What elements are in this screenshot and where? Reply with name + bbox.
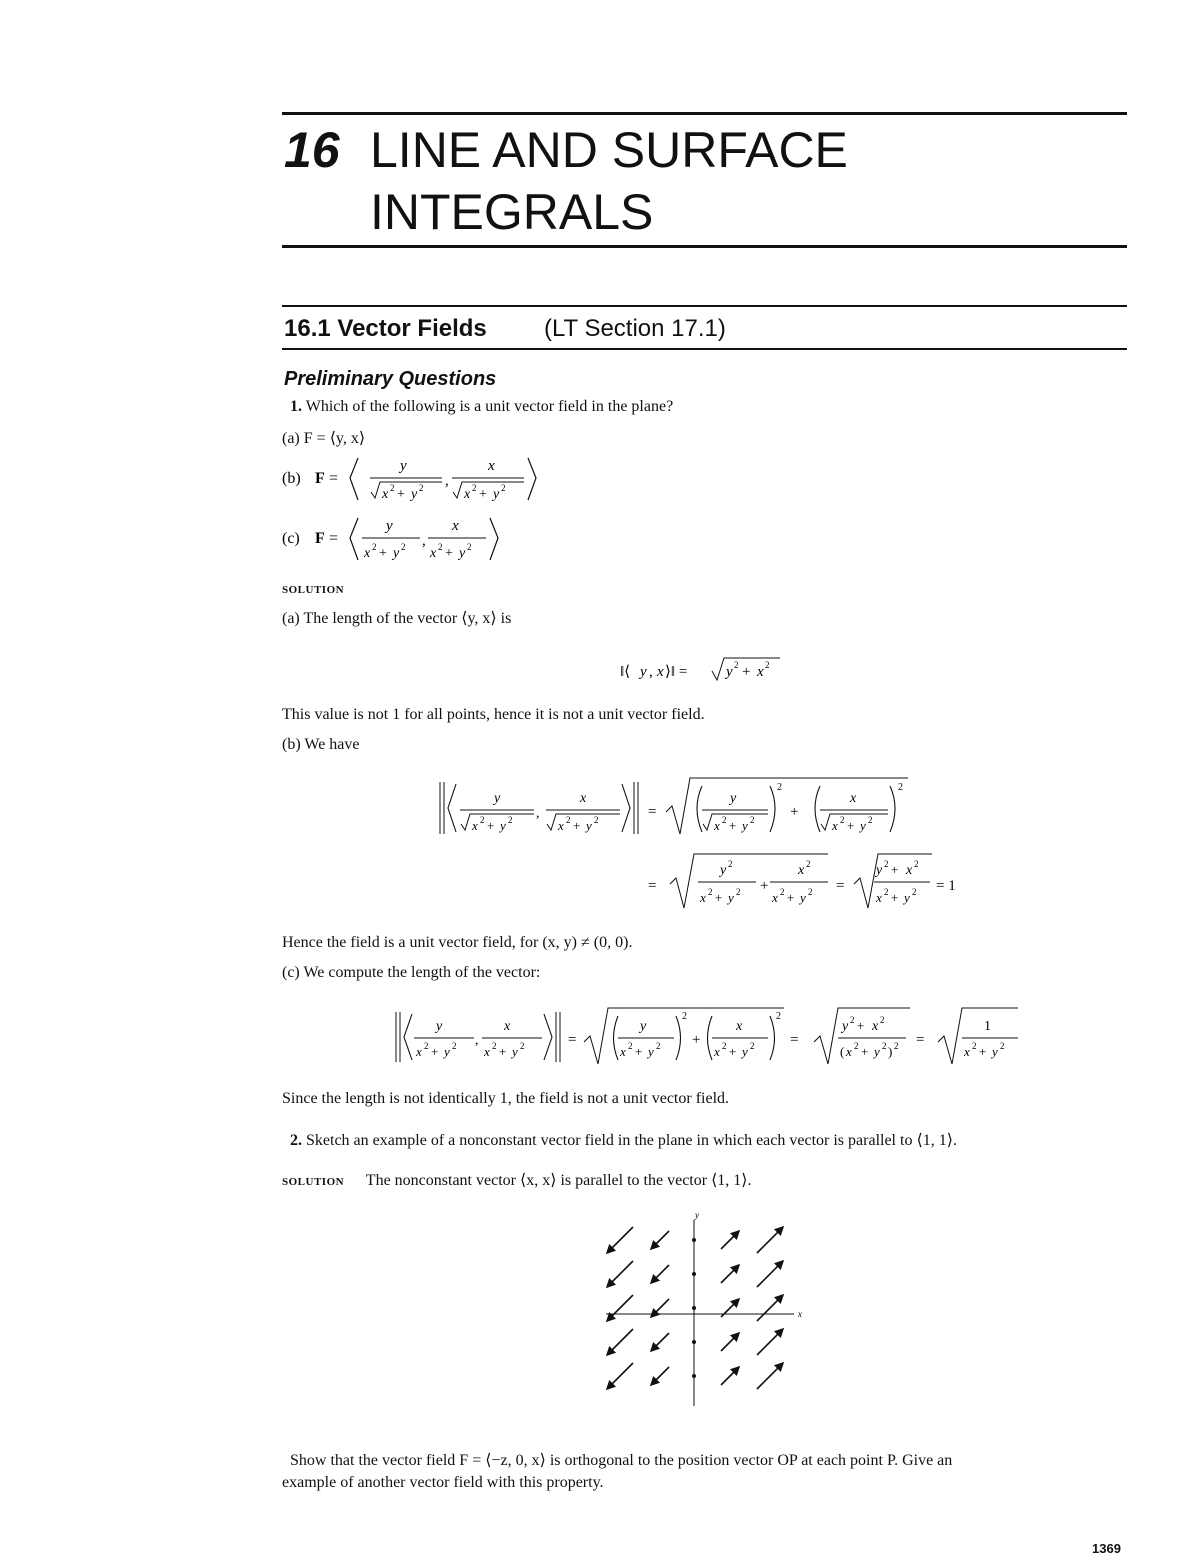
svg-text:y: y [800, 890, 806, 905]
svg-text:+: + [379, 546, 387, 561]
svg-text:2: 2 [424, 1041, 429, 1051]
section-bottom-rule [282, 348, 1127, 350]
svg-text:2: 2 [736, 887, 741, 897]
svg-text:2: 2 [750, 815, 755, 825]
svg-text:2: 2 [419, 483, 424, 493]
svg-text:=: = [329, 470, 339, 487]
svg-text:2: 2 [912, 887, 917, 897]
vector-field-zero-point [692, 1374, 696, 1378]
svg-text:2: 2 [628, 1041, 633, 1051]
svg-text:+: + [787, 890, 795, 905]
svg-text:+: + [487, 818, 495, 833]
svg-text:+: + [790, 804, 799, 820]
svg-text:y: y [874, 1044, 880, 1059]
svg-text:y: y [400, 458, 407, 474]
svg-text:+: + [715, 890, 723, 905]
svg-text:=: = [790, 1032, 799, 1048]
q1-part-c-line [282, 964, 540, 982]
q2-solution-line [282, 1170, 752, 1190]
q2-line [290, 1130, 957, 1150]
svg-text:2: 2 [472, 483, 477, 493]
section-reference: (LT Section 17.1) [544, 315, 726, 342]
svg-text:+: + [891, 890, 899, 905]
svg-text:,: , [649, 664, 653, 680]
svg-text:y: y [444, 1044, 450, 1059]
svg-text:=: = [648, 878, 657, 894]
q1-part-c-conclusion: Since the length is not identically 1, the field is not a unit vector field. [282, 1090, 730, 1107]
q1-part-c-text: We compute the length of the vector: [303, 964, 541, 981]
svg-text:2: 2 [722, 815, 727, 825]
q1-option-c [282, 512, 522, 568]
svg-text:+: + [479, 487, 487, 502]
chapter-number: 16 [284, 122, 340, 178]
vector-field-arrow [721, 1265, 739, 1283]
svg-text:2: 2 [594, 815, 599, 825]
q1-part-b-conclusion: Hence the field is a unit vector field, for (x, y) ≠ (0, 0). [282, 934, 633, 951]
vector-field-arrow [607, 1261, 633, 1287]
svg-text:‖⟨: ‖⟨ [620, 664, 631, 680]
svg-text:2: 2 [884, 859, 889, 869]
svg-text:= 1: = 1 [936, 878, 956, 894]
chapter-title-line1: LINE AND SURFACE [370, 122, 848, 178]
svg-text:y: y [386, 518, 393, 534]
vector-field-arrow [651, 1231, 669, 1249]
svg-text:=: = [568, 1032, 577, 1048]
svg-text:x: x [580, 791, 587, 806]
q1-part-b-label: (b) [282, 736, 301, 753]
q1-part-a-line [282, 608, 511, 628]
svg-text:2: 2 [854, 1041, 859, 1051]
svg-text:2: 2 [850, 1015, 855, 1025]
svg-text:y: y [393, 546, 400, 561]
svg-text:+: + [573, 818, 581, 833]
svg-text:2: 2 [880, 1015, 885, 1025]
svg-text:2: 2 [808, 887, 813, 897]
svg-text:+: + [499, 1044, 507, 1059]
svg-text:2: 2 [708, 887, 713, 897]
svg-text:=: = [916, 1032, 925, 1048]
vector-field-zero-point [692, 1340, 696, 1344]
svg-text:y: y [728, 890, 734, 905]
svg-text:x: x [736, 1019, 743, 1034]
svg-text:2: 2 [884, 887, 889, 897]
svg-text:+: + [729, 1044, 737, 1059]
svg-text:y: y [742, 818, 748, 833]
svg-text:x: x [846, 1044, 852, 1059]
svg-text:x: x [620, 1044, 626, 1059]
svg-text:2: 2 [1000, 1041, 1005, 1051]
svg-text:2: 2 [401, 542, 406, 552]
svg-text:2: 2 [750, 1041, 755, 1051]
q1-part-a-text: The length of the vector ⟨y, x⟩ is [303, 610, 512, 627]
vector-field-arrow [721, 1231, 739, 1249]
svg-text:y: y [720, 863, 727, 878]
chapter-top-rule [282, 112, 1127, 115]
q1-part-a-conclusion: This value is not 1 for all points, hence it is not a unit vector field. [282, 706, 705, 723]
q1-part-c-label: (c) [282, 964, 300, 981]
svg-text:2: 2 [480, 815, 485, 825]
svg-text:2: 2 [914, 859, 919, 869]
svg-text:x: x [452, 518, 459, 534]
vector-field-arrow [607, 1227, 633, 1253]
svg-text:y: y [640, 1019, 647, 1034]
svg-text:2: 2 [452, 1041, 457, 1051]
section-heading: 16.1 Vector Fields [284, 315, 487, 342]
svg-text:y: y [742, 1044, 748, 1059]
vector-field-arrow [757, 1363, 783, 1389]
q1-number: 1. [290, 398, 302, 415]
svg-text:2: 2 [520, 1041, 525, 1051]
q1-part-a-math [620, 652, 800, 686]
vector-field-zero-point [692, 1238, 696, 1242]
svg-text:2: 2 [467, 542, 472, 552]
svg-text:2: 2 [780, 887, 785, 897]
svg-text:): ) [888, 1044, 893, 1059]
q2-number: 2. [290, 1132, 302, 1149]
svg-text:y: y [648, 1044, 654, 1059]
svg-text:+: + [742, 664, 751, 680]
svg-text:+: + [857, 1018, 865, 1033]
svg-text:=: = [836, 878, 845, 894]
svg-text:F: F [315, 530, 325, 547]
q1-part-a-equation [620, 652, 800, 686]
page-number: 1369 [1092, 1541, 1121, 1556]
svg-text:+: + [445, 546, 453, 561]
svg-text:x: x [832, 818, 838, 833]
svg-text:x: x [872, 1019, 879, 1034]
q3-line1: Show that the vector field F = ⟨−z, 0, x⟩ is orthogonal to the position vector OP at each point P. Give an [290, 1452, 953, 1469]
svg-text:,: , [475, 1033, 479, 1048]
svg-text:2: 2 [438, 542, 443, 552]
q1-option-a-field: F = ⟨y, x⟩ [303, 430, 366, 447]
svg-text:=: = [329, 530, 339, 547]
svg-text:y: y [860, 818, 866, 833]
svg-text:x: x [850, 791, 857, 806]
svg-text:x: x [657, 664, 664, 680]
svg-text:x: x [558, 818, 564, 833]
chapter-title-line2: INTEGRALS [370, 184, 654, 240]
svg-text:+: + [847, 818, 855, 833]
svg-text:,: , [536, 806, 540, 821]
svg-text:2: 2 [972, 1041, 977, 1051]
svg-text:2: 2 [682, 1011, 687, 1022]
svg-text:2: 2 [390, 483, 395, 493]
q1-option-a [282, 428, 365, 448]
svg-text:2: 2 [882, 1041, 887, 1051]
svg-text:y: y [730, 791, 737, 806]
svg-text:x: x [757, 664, 764, 680]
vector-field-arrow [607, 1363, 633, 1389]
svg-text:2: 2 [656, 1041, 661, 1051]
svg-text:x: x [772, 890, 778, 905]
svg-text:x: x [472, 818, 478, 833]
svg-text:+: + [692, 1032, 701, 1048]
svg-text:y: y [512, 1044, 518, 1059]
svg-text:2: 2 [722, 1041, 727, 1051]
svg-text:2: 2 [728, 859, 733, 869]
q2-solution-text: The nonconstant vector ⟨x, x⟩ is parallel to the vector ⟨1, 1⟩. [365, 1172, 752, 1189]
svg-text:x: x [964, 1044, 970, 1059]
q1-option-a-label: (a) [282, 430, 300, 447]
svg-text:y: y [876, 863, 883, 878]
svg-text:x: x [504, 1019, 511, 1034]
svg-text:x: x [714, 818, 720, 833]
vector-field-zero-point [692, 1272, 696, 1276]
svg-text:(c): (c) [282, 530, 300, 547]
q2-vector-field-figure [592, 1206, 812, 1420]
vector-field-arrow [721, 1333, 739, 1351]
svg-text:x: x [700, 890, 706, 905]
q3-line2: example of another vector field with this property. [282, 1474, 604, 1491]
svg-text:2: 2 [868, 815, 873, 825]
svg-text:x: x [906, 863, 913, 878]
q1-part-b-equation [436, 776, 976, 916]
vector-field-arrow [757, 1227, 783, 1253]
svg-text:,: , [422, 533, 426, 549]
svg-text:y: y [436, 1019, 443, 1034]
svg-text:x: x [430, 546, 437, 561]
q1-option-b [282, 452, 542, 508]
svg-text:x: x [382, 487, 389, 502]
svg-text:y: y [992, 1044, 998, 1059]
svg-text:2: 2 [566, 815, 571, 825]
svg-text:2: 2 [492, 1041, 497, 1051]
q1-option-c-math [282, 512, 522, 568]
svg-text:2: 2 [840, 815, 845, 825]
q1-part-b-line [282, 736, 360, 754]
svg-text:x: x [798, 863, 805, 878]
chapter-bottom-rule [282, 245, 1127, 248]
svg-text:y: y [904, 890, 910, 905]
svg-text:+: + [635, 1044, 643, 1059]
x-axis-label: x [798, 1309, 802, 1319]
y-axis-label: y [695, 1210, 699, 1220]
svg-text:2: 2 [508, 815, 513, 825]
svg-text:y: y [640, 664, 647, 680]
svg-text:y: y [493, 487, 500, 502]
q1-solution-label: SOLUTION [282, 584, 345, 596]
svg-text:2: 2 [372, 542, 377, 552]
svg-text:+: + [861, 1044, 869, 1059]
vector-field-arrow [757, 1261, 783, 1287]
svg-text:=: = [648, 804, 657, 820]
vector-field-arrow [607, 1295, 633, 1321]
section-top-rule [282, 305, 1127, 307]
svg-text:x: x [484, 1044, 490, 1059]
svg-text:(b): (b) [282, 470, 301, 487]
svg-text:y: y [500, 818, 506, 833]
svg-text:F: F [315, 470, 325, 487]
q1-part-b-text: We have [304, 736, 360, 753]
q2-vector-field-plot [592, 1206, 812, 1420]
svg-text:2: 2 [806, 859, 811, 869]
q2-text: Sketch an example of a nonconstant vector field in the plane in which each vector is parallel to ⟨1, 1⟩. [306, 1132, 957, 1149]
svg-text:y: y [726, 664, 733, 680]
svg-text:2: 2 [776, 1011, 781, 1022]
svg-text:+: + [397, 487, 405, 502]
vector-field-arrow [651, 1333, 669, 1351]
svg-text:x: x [416, 1044, 422, 1059]
svg-text:y: y [459, 546, 466, 561]
svg-text:2: 2 [734, 660, 739, 670]
svg-text:x: x [714, 1044, 720, 1059]
svg-text:2: 2 [898, 782, 903, 793]
vector-field-arrow [721, 1367, 739, 1385]
svg-text:⟩‖ =: ⟩‖ = [665, 664, 688, 680]
svg-text:+: + [979, 1044, 987, 1059]
preliminary-heading: Preliminary Questions [284, 368, 497, 390]
svg-text:2: 2 [777, 782, 782, 793]
svg-text:+: + [729, 818, 737, 833]
q1-part-b-math [436, 776, 976, 916]
q1-text: Which of the following is a unit vector field in the plane? [305, 398, 674, 415]
svg-text:+: + [891, 862, 899, 877]
svg-text:+: + [431, 1044, 439, 1059]
svg-text:y: y [494, 791, 501, 806]
svg-text:(: ( [840, 1044, 845, 1059]
vector-field-arrow [607, 1329, 633, 1355]
svg-text:x: x [488, 458, 495, 474]
vector-field-arrow [757, 1295, 783, 1321]
svg-text:x: x [464, 487, 471, 502]
svg-text:2: 2 [894, 1041, 899, 1051]
svg-text:2: 2 [765, 660, 770, 670]
svg-text:y: y [842, 1019, 849, 1034]
q1-part-c-math [392, 1004, 1032, 1070]
svg-text:y: y [586, 818, 592, 833]
svg-text:y: y [411, 487, 418, 502]
vector-field-arrow [651, 1265, 669, 1283]
svg-text:+: + [760, 878, 769, 894]
svg-text:x: x [876, 890, 882, 905]
svg-text:,: , [445, 473, 449, 489]
vector-field-zero-point [692, 1306, 696, 1310]
q2-solution-label: SOLUTION [282, 1176, 345, 1188]
q1-option-b-math [282, 452, 542, 508]
svg-text:x: x [364, 546, 371, 561]
svg-text:1: 1 [984, 1019, 991, 1034]
q1-part-c-equation [392, 1004, 1032, 1070]
vector-field-arrow [757, 1329, 783, 1355]
q1-part-a-label: (a) [282, 610, 300, 627]
svg-text:2: 2 [501, 483, 506, 493]
vector-field-arrow [651, 1367, 669, 1385]
q1-line [290, 398, 673, 416]
